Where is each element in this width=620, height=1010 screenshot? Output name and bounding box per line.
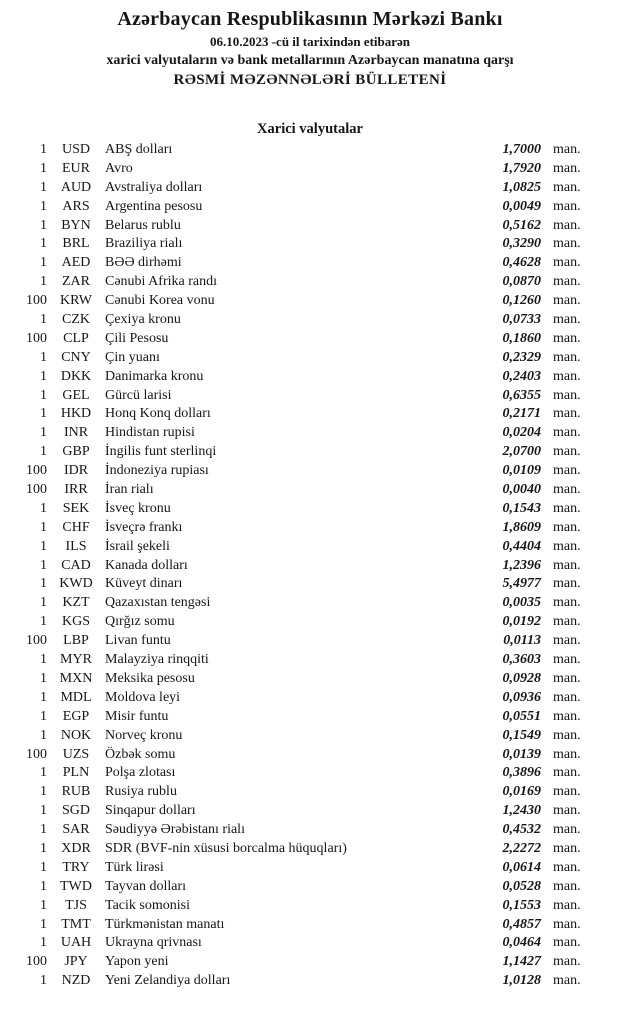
unit-cell: man. bbox=[553, 765, 581, 781]
rate-cell: 0,1553 bbox=[502, 897, 541, 913]
rate-cell: 0,4857 bbox=[502, 916, 541, 932]
rate-cell: 1,1427 bbox=[502, 954, 541, 970]
table-row bbox=[0, 613, 620, 632]
quantity-cell: 1 bbox=[40, 236, 47, 252]
document-subtitle: xarici valyutaların və bank metallarının Azərbaycan manatına qarşı bbox=[106, 53, 514, 68]
quantity-cell: 1 bbox=[40, 274, 47, 290]
currency-code-cell: CLP bbox=[63, 330, 89, 346]
currency-code-cell: CAD bbox=[61, 557, 91, 573]
unit-cell: man. bbox=[553, 689, 581, 705]
quantity-cell: 1 bbox=[40, 973, 47, 989]
quantity-cell: 100 bbox=[26, 482, 47, 498]
currency-name-cell: İndoneziya rupiası bbox=[105, 463, 209, 479]
currency-name-cell: Gürcü larisi bbox=[105, 387, 172, 403]
currency-code-cell: XDR bbox=[61, 840, 91, 856]
table-row bbox=[0, 387, 620, 406]
quantity-cell: 1 bbox=[40, 142, 47, 157]
quantity-cell: 1 bbox=[40, 822, 47, 838]
unit-cell: man. bbox=[553, 330, 581, 346]
quantity-cell: 1 bbox=[40, 255, 47, 271]
currency-name-cell: Çin yuanı bbox=[105, 349, 160, 365]
table-row bbox=[0, 897, 620, 916]
rate-cell: 0,0109 bbox=[502, 463, 541, 479]
unit-cell: man. bbox=[553, 822, 581, 838]
quantity-cell: 1 bbox=[40, 198, 47, 214]
quantity-cell: 1 bbox=[40, 614, 47, 630]
currency-name-cell: İran rialı bbox=[105, 482, 154, 498]
quantity-cell: 1 bbox=[40, 765, 47, 781]
quantity-cell: 1 bbox=[40, 368, 47, 384]
currency-code-cell: ARS bbox=[62, 198, 90, 214]
unit-cell: man. bbox=[553, 482, 581, 498]
unit-cell: man. bbox=[553, 746, 581, 762]
unit-cell: man. bbox=[553, 463, 581, 479]
quantity-cell: 1 bbox=[40, 406, 47, 422]
currency-code-cell: TJS bbox=[65, 897, 87, 913]
quantity-cell: 1 bbox=[40, 160, 47, 176]
currency-name-cell: Çexiya kronu bbox=[105, 312, 181, 328]
unit-cell: man. bbox=[553, 973, 581, 989]
quantity-cell: 100 bbox=[26, 293, 47, 309]
unit-cell: man. bbox=[553, 217, 581, 233]
table-row bbox=[0, 424, 620, 443]
unit-cell: man. bbox=[553, 349, 581, 365]
rate-cell: 0,0614 bbox=[502, 859, 541, 875]
unit-cell: man. bbox=[553, 840, 581, 856]
unit-cell: man. bbox=[553, 708, 581, 724]
quantity-cell: 1 bbox=[40, 689, 47, 705]
unit-cell: man. bbox=[553, 519, 581, 535]
currency-name-cell: Polşa zlotası bbox=[105, 765, 176, 781]
rate-cell: 0,0169 bbox=[502, 784, 541, 800]
unit-cell: man. bbox=[553, 878, 581, 894]
quantity-cell: 100 bbox=[26, 633, 47, 649]
currency-name-cell: Misir funtu bbox=[105, 708, 169, 724]
currency-name-cell: İsveç kronu bbox=[105, 500, 171, 516]
unit-cell: man. bbox=[553, 312, 581, 328]
currency-code-cell: AUD bbox=[60, 179, 92, 195]
currency-name-cell: Argentina pesosu bbox=[105, 198, 203, 214]
rate-cell: 0,2171 bbox=[502, 406, 541, 422]
currency-name-cell: İsrail şekeli bbox=[105, 538, 170, 554]
currency-name-cell: BƏƏ dirhəmi bbox=[105, 255, 182, 271]
currency-code-cell: TMT bbox=[61, 916, 91, 932]
table-row bbox=[0, 462, 620, 481]
rate-cell: 1,0128 bbox=[502, 973, 541, 989]
unit-cell: man. bbox=[553, 236, 581, 252]
quantity-cell: 1 bbox=[40, 916, 47, 932]
rate-cell: 0,0528 bbox=[502, 878, 541, 894]
currency-code-cell: BYN bbox=[61, 217, 91, 233]
unit-cell: man. bbox=[553, 368, 581, 384]
currency-code-cell: RUB bbox=[61, 784, 91, 800]
table-row bbox=[0, 746, 620, 765]
currency-name-cell: Braziliya rialı bbox=[105, 236, 183, 252]
rate-cell: 0,2403 bbox=[502, 368, 541, 384]
currency-name-cell: İngilis funt sterlinqi bbox=[105, 444, 217, 460]
table-row bbox=[0, 235, 620, 254]
quantity-cell: 1 bbox=[40, 349, 47, 365]
currency-code-cell: CZK bbox=[62, 312, 90, 328]
quantity-cell: 100 bbox=[26, 463, 47, 479]
currency-name-cell: Türkmənistan manatı bbox=[105, 916, 225, 932]
table-row bbox=[0, 783, 620, 802]
table-row bbox=[0, 141, 620, 160]
unit-cell: man. bbox=[553, 916, 581, 932]
currency-code-cell: PLN bbox=[62, 765, 90, 781]
table-row bbox=[0, 311, 620, 330]
currency-name-cell: Meksika pesosu bbox=[105, 670, 195, 686]
currency-code-cell: LBP bbox=[63, 633, 89, 649]
quantity-cell: 1 bbox=[40, 935, 47, 951]
rate-cell: 0,0040 bbox=[502, 482, 541, 498]
table-row bbox=[0, 708, 620, 727]
currency-name-cell: ABŞ dolları bbox=[105, 142, 173, 157]
currency-name-cell: Yapon yeni bbox=[105, 954, 169, 970]
quantity-cell: 1 bbox=[40, 179, 47, 195]
currency-code-cell: AED bbox=[61, 255, 91, 271]
quantity-cell: 1 bbox=[40, 803, 47, 819]
rate-cell: 0,0192 bbox=[502, 614, 541, 630]
currency-name-cell: Danimarka kronu bbox=[105, 368, 204, 384]
quantity-cell: 1 bbox=[40, 595, 47, 611]
rate-cell: 0,3896 bbox=[502, 765, 541, 781]
rate-cell: 2,2272 bbox=[502, 840, 541, 856]
currency-code-cell: BRL bbox=[62, 236, 90, 252]
unit-cell: man. bbox=[553, 406, 581, 422]
unit-cell: man. bbox=[553, 274, 581, 290]
rate-cell: 0,5162 bbox=[502, 217, 541, 233]
unit-cell: man. bbox=[553, 293, 581, 309]
currency-code-cell: KRW bbox=[60, 293, 92, 309]
quantity-cell: 1 bbox=[40, 557, 47, 573]
rate-cell: 0,3603 bbox=[502, 652, 541, 668]
unit-cell: man. bbox=[553, 935, 581, 951]
currency-code-cell: CNY bbox=[61, 349, 91, 365]
table-row bbox=[0, 330, 620, 349]
unit-cell: man. bbox=[553, 160, 581, 176]
table-row bbox=[0, 538, 620, 557]
rate-cell: 0,0870 bbox=[502, 274, 541, 290]
bulletin-title: RƏSMİ MƏZƏNNƏLƏRİ BÜLLETENİ bbox=[173, 72, 447, 88]
rate-cell: 0,1549 bbox=[502, 727, 541, 743]
rate-cell: 0,0551 bbox=[502, 708, 541, 724]
rate-cell: 0,0113 bbox=[503, 633, 541, 649]
table-row bbox=[0, 273, 620, 292]
table-row bbox=[0, 519, 620, 538]
quantity-cell: 1 bbox=[40, 670, 47, 686]
unit-cell: man. bbox=[553, 387, 581, 403]
rate-cell: 0,0936 bbox=[502, 689, 541, 705]
unit-cell: man. bbox=[553, 444, 581, 460]
rate-cell: 0,1260 bbox=[502, 293, 541, 309]
table-row bbox=[0, 651, 620, 670]
unit-cell: man. bbox=[553, 425, 581, 441]
quantity-cell: 1 bbox=[40, 217, 47, 233]
rate-cell: 0,0035 bbox=[502, 595, 541, 611]
currency-name-cell: Qırğız somu bbox=[105, 614, 175, 630]
table-row bbox=[0, 368, 620, 387]
currency-code-cell: KZT bbox=[62, 595, 90, 611]
currency-name-cell: Sinqapur dolları bbox=[105, 803, 196, 819]
quantity-cell: 1 bbox=[40, 576, 47, 592]
table-row bbox=[0, 840, 620, 859]
quantity-cell: 1 bbox=[40, 840, 47, 856]
currency-name-cell: Yeni Zelandiya dolları bbox=[105, 973, 231, 989]
currency-code-cell: TRY bbox=[62, 859, 90, 875]
quantity-cell: 1 bbox=[40, 878, 47, 894]
currency-name-cell: Çili Pesosu bbox=[105, 330, 169, 346]
table-row bbox=[0, 670, 620, 689]
currency-name-cell: Tacik somonisi bbox=[105, 897, 190, 913]
unit-cell: man. bbox=[553, 897, 581, 913]
unit-cell: man. bbox=[553, 142, 581, 157]
currency-code-cell: KWD bbox=[59, 576, 93, 592]
table-row bbox=[0, 217, 620, 236]
quantity-cell: 1 bbox=[40, 708, 47, 724]
table-row bbox=[0, 764, 620, 783]
table-row bbox=[0, 878, 620, 897]
quantity-cell: 1 bbox=[40, 784, 47, 800]
rate-cell: 0,0049 bbox=[502, 198, 541, 214]
quantity-cell: 1 bbox=[40, 859, 47, 875]
unit-cell: man. bbox=[553, 670, 581, 686]
section-title-foreign-currencies: Xarici valyutalar bbox=[257, 121, 363, 137]
currency-code-cell: MYR bbox=[60, 652, 92, 668]
table-row bbox=[0, 500, 620, 519]
currency-name-cell: Kanada dolları bbox=[105, 557, 188, 573]
unit-cell: man. bbox=[553, 784, 581, 800]
quantity-cell: 1 bbox=[40, 425, 47, 441]
document-header bbox=[0, 0, 620, 90]
table-row bbox=[0, 198, 620, 217]
currency-name-cell: Səudiyyə Ərəbistanı rialı bbox=[105, 822, 245, 838]
quantity-cell: 100 bbox=[26, 954, 47, 970]
table-row bbox=[0, 160, 620, 179]
quantity-cell: 1 bbox=[40, 727, 47, 743]
table-row bbox=[0, 557, 620, 576]
currency-code-cell: HKD bbox=[60, 406, 92, 422]
rate-cell: 0,1543 bbox=[502, 500, 541, 516]
currency-code-cell: IRR bbox=[64, 482, 88, 498]
currency-name-cell: Belarus rublu bbox=[105, 217, 181, 233]
currency-code-cell: NOK bbox=[60, 727, 92, 743]
currency-name-cell: Özbək somu bbox=[105, 746, 176, 762]
rate-cell: 0,0464 bbox=[502, 935, 541, 951]
currency-code-cell: UZS bbox=[62, 746, 90, 762]
quantity-cell: 100 bbox=[26, 330, 47, 346]
rate-cell: 0,0733 bbox=[502, 312, 541, 328]
currency-name-cell: Küveyt dinarı bbox=[105, 576, 183, 592]
unit-cell: man. bbox=[553, 595, 581, 611]
currency-code-cell: UAH bbox=[60, 935, 92, 951]
currency-code-cell: EGP bbox=[62, 708, 90, 724]
currency-name-cell: İsveçrə frankı bbox=[105, 519, 183, 535]
table-row bbox=[0, 179, 620, 198]
currency-name-cell: Cənubi Korea vonu bbox=[105, 293, 215, 309]
currency-name-cell: Hindistan rupisi bbox=[105, 425, 195, 441]
currency-code-cell: USD bbox=[61, 142, 90, 157]
currency-name-cell: SDR (BVF-nin xüsusi borcalma hüquqları) bbox=[105, 840, 347, 856]
quantity-cell: 1 bbox=[40, 444, 47, 460]
table-row bbox=[0, 349, 620, 368]
currency-name-cell: Cənubi Afrika randı bbox=[105, 274, 217, 290]
quantity-cell: 1 bbox=[40, 538, 47, 554]
currency-name-cell: Rusiya rublu bbox=[105, 784, 177, 800]
unit-cell: man. bbox=[553, 859, 581, 875]
rate-cell: 2,0700 bbox=[502, 444, 541, 460]
currency-name-cell: Livan funtu bbox=[105, 633, 171, 649]
rate-cell: 0,0204 bbox=[502, 425, 541, 441]
rate-cell: 1,2430 bbox=[502, 803, 541, 819]
rate-cell: 1,8609 bbox=[502, 519, 541, 535]
rate-cell: 0,4532 bbox=[502, 822, 541, 838]
currency-code-cell: MDL bbox=[60, 689, 92, 705]
currency-code-cell: NZD bbox=[61, 973, 91, 989]
rate-cell: 1,2396 bbox=[502, 557, 541, 573]
table-row bbox=[0, 972, 620, 991]
rate-cell: 0,4404 bbox=[502, 538, 541, 554]
currency-name-cell: Honq Konq dolları bbox=[105, 406, 211, 422]
unit-cell: man. bbox=[553, 500, 581, 516]
table-row bbox=[0, 802, 620, 821]
unit-cell: man. bbox=[553, 198, 581, 214]
quantity-cell: 1 bbox=[40, 897, 47, 913]
quantity-cell: 1 bbox=[40, 652, 47, 668]
currency-code-cell: MXN bbox=[59, 670, 93, 686]
currency-code-cell: SEK bbox=[62, 500, 90, 516]
rate-cell: 0,2329 bbox=[502, 349, 541, 365]
table-row bbox=[0, 254, 620, 273]
currency-code-cell: ZAR bbox=[62, 274, 90, 290]
unit-cell: man. bbox=[553, 576, 581, 592]
unit-cell: man. bbox=[553, 557, 581, 573]
rate-cell: 0,6355 bbox=[502, 387, 541, 403]
table-row bbox=[0, 575, 620, 594]
rate-cell: 0,4628 bbox=[502, 255, 541, 271]
currency-name-cell: Ukrayna qrivnası bbox=[105, 935, 202, 951]
table-row bbox=[0, 859, 620, 878]
rate-cell: 1,7920 bbox=[502, 160, 541, 176]
currency-name-cell: Avro bbox=[105, 160, 133, 176]
currency-name-cell: Türk lirəsi bbox=[105, 859, 164, 875]
currency-code-cell: SAR bbox=[62, 822, 90, 838]
currency-code-cell: KGS bbox=[61, 614, 90, 630]
rate-cell: 0,0928 bbox=[502, 670, 541, 686]
currency-name-cell: Avstraliya dolları bbox=[105, 179, 203, 195]
currency-code-cell: GBP bbox=[62, 444, 90, 460]
unit-cell: man. bbox=[553, 954, 581, 970]
effective-date-line: 06.10.2023 -cü il tarixindən etibarən bbox=[209, 34, 411, 49]
rate-cell: 0,3290 bbox=[502, 236, 541, 252]
currency-code-cell: TWD bbox=[60, 878, 92, 894]
quantity-cell: 1 bbox=[40, 312, 47, 328]
table-row bbox=[0, 594, 620, 613]
currency-code-cell: CHF bbox=[62, 519, 90, 535]
table-row bbox=[0, 821, 620, 840]
table-row bbox=[0, 632, 620, 651]
unit-cell: man. bbox=[553, 633, 581, 649]
table-row bbox=[0, 481, 620, 500]
table-row bbox=[0, 953, 620, 972]
rate-cell: 1,7000 bbox=[502, 142, 541, 157]
quantity-cell: 100 bbox=[26, 746, 47, 762]
currency-name-cell: Norveç kronu bbox=[105, 727, 183, 743]
table-row bbox=[0, 934, 620, 953]
unit-cell: man. bbox=[553, 255, 581, 271]
quantity-cell: 1 bbox=[40, 519, 47, 535]
currency-code-cell: JPY bbox=[64, 954, 88, 970]
unit-cell: man. bbox=[553, 727, 581, 743]
rates-table bbox=[0, 141, 620, 991]
unit-cell: man. bbox=[553, 803, 581, 819]
table-row bbox=[0, 916, 620, 935]
currency-code-cell: GEL bbox=[62, 387, 90, 403]
currency-code-cell: IDR bbox=[63, 463, 89, 479]
rate-cell: 0,0139 bbox=[502, 746, 541, 762]
table-row bbox=[0, 292, 620, 311]
table-row bbox=[0, 405, 620, 424]
currency-code-cell: INR bbox=[63, 425, 89, 441]
currency-code-cell: EUR bbox=[62, 160, 90, 176]
currency-code-cell: SGD bbox=[61, 803, 90, 819]
bank-name-title: Azərbaycan Respublikasının Mərkəzi Bankı bbox=[117, 8, 503, 30]
rate-cell: 0,1860 bbox=[502, 330, 541, 346]
currency-code-cell: ILS bbox=[65, 538, 87, 554]
currency-name-cell: Tayvan dolları bbox=[105, 878, 187, 894]
table-row bbox=[0, 443, 620, 462]
rate-cell: 5,4977 bbox=[502, 576, 541, 592]
unit-cell: man. bbox=[553, 179, 581, 195]
unit-cell: man. bbox=[553, 614, 581, 630]
currency-name-cell: Malayziya rinqqiti bbox=[105, 652, 209, 668]
rate-cell: 1,0825 bbox=[502, 179, 541, 195]
currency-code-cell: DKK bbox=[60, 368, 92, 384]
unit-cell: man. bbox=[553, 652, 581, 668]
table-row bbox=[0, 689, 620, 708]
currency-name-cell: Moldova leyi bbox=[105, 689, 181, 705]
currency-name-cell: Qazaxıstan tengəsi bbox=[105, 595, 211, 611]
quantity-cell: 1 bbox=[40, 500, 47, 516]
quantity-cell: 1 bbox=[40, 387, 47, 403]
table-row bbox=[0, 727, 620, 746]
unit-cell: man. bbox=[553, 538, 581, 554]
